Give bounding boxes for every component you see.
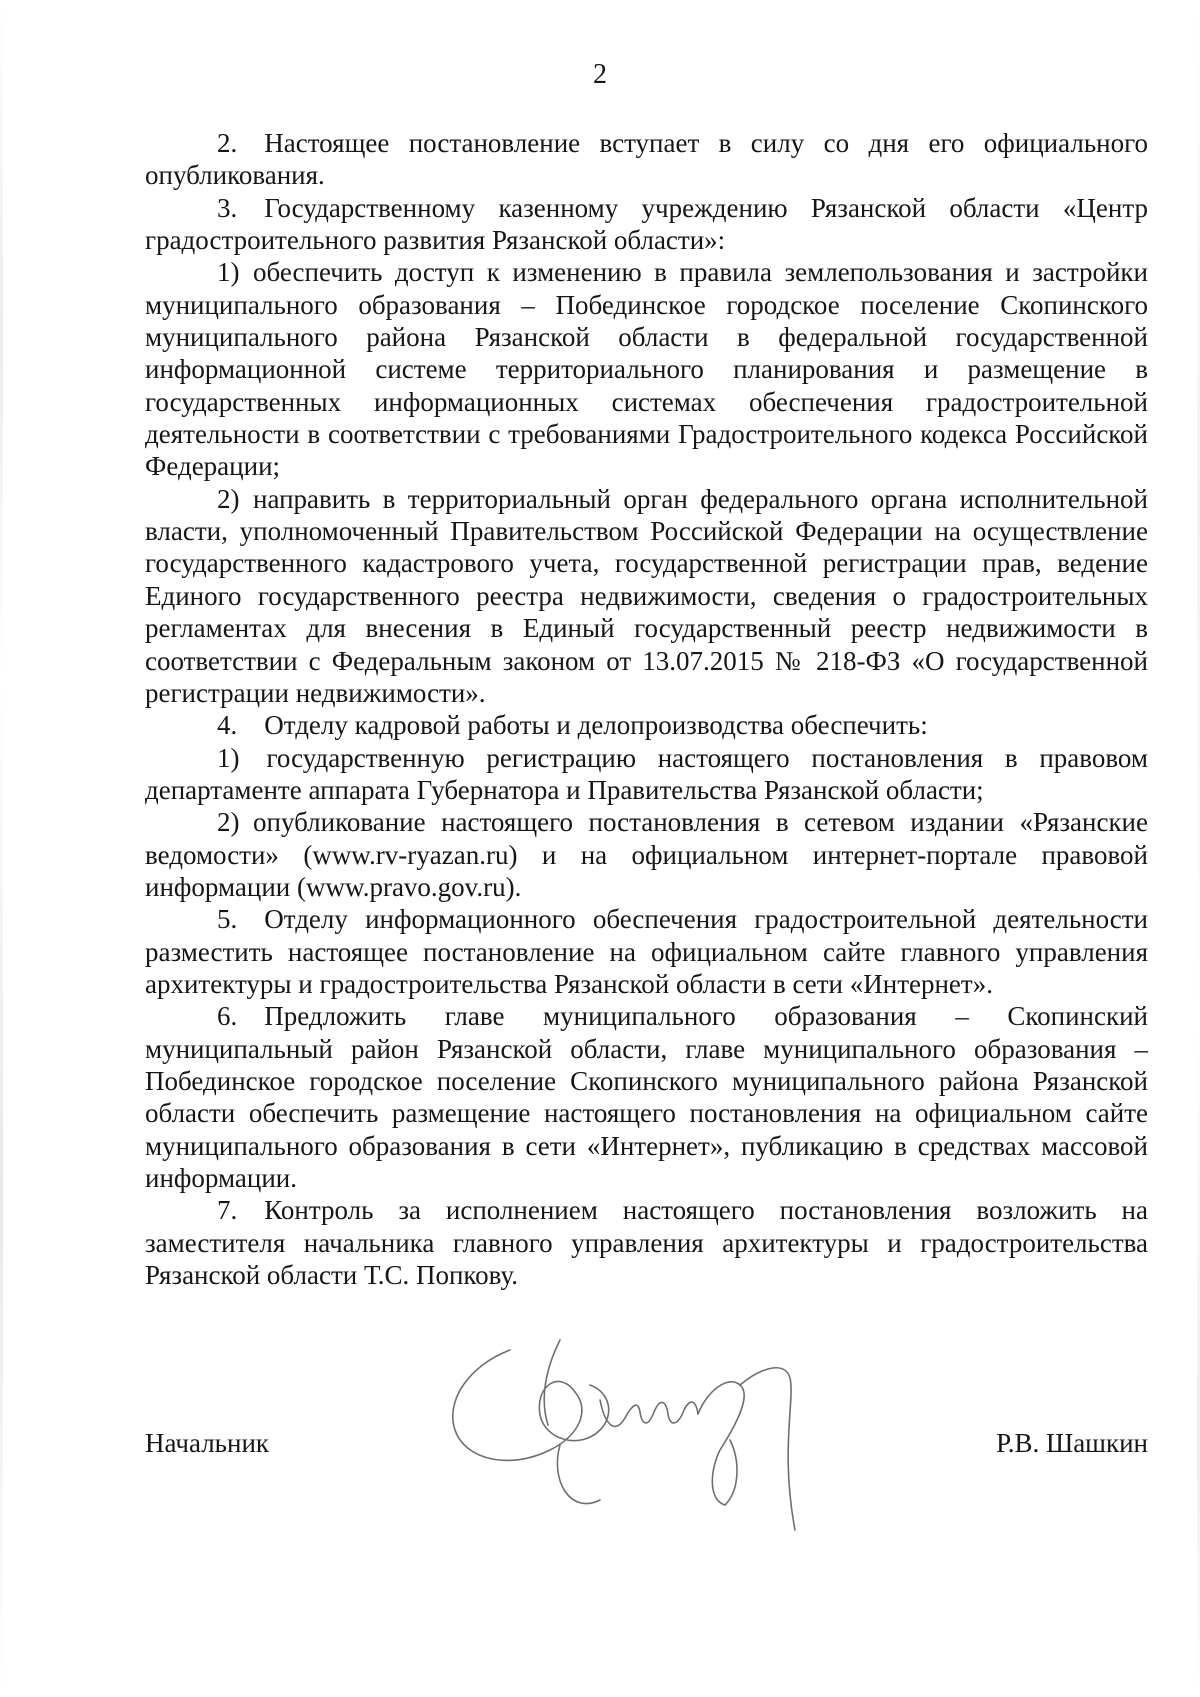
paragraph-item-6: 6. Предложить главе муниципального образования – Скопинский муниципальный район Рязанской области, главе муниципального образования – Побединское городское поселение Скопинского муниципального района Рязанской области обеспечить размещение настоящего постановления на официальном сайте муниципального образования в сети «Интернет», публикацию в средствах массовой информации.	[145, 1001, 1148, 1193]
signatory-title: Начальник	[145, 1428, 270, 1458]
signatory-name: Р.В. Шашкин	[996, 1428, 1148, 1458]
paragraph-item-3: 3. Государственному казенному учреждению Рязанской области «Центр градостроительного развития Рязанской области»:	[145, 192, 1148, 256]
subparagraph-4-2: 2) опубликование настоящего постановления в сетевом издании «Рязанские ведомости» (www.rv-ryazan.ru) и на официальном интернет-портале правовой информации (www.pravo.gov.ru).	[145, 807, 1148, 902]
paragraph-item-5: 5. Отделу информационного обеспечения градостроительной деятельности разместить настоящее постановление на официальном сайте главного управления архитектуры и градостроительства Рязанской области в сети «Интернет».	[145, 904, 1148, 999]
subparagraph-3-2: 2) направить в территориальный орган федерального органа исполнительной власти, уполномоченный Правительством Российской Федерации на осуществление государственного кадастрового учета, государственной регистрации прав, ведение Единого государственного реестра недвижимости, сведения о градостроительных регламентах для внесения в Единый государственный реестр недвижимости в соответствии с Федеральным законом от 13.07.2015 № 218-ФЗ «О государственной регистрации недвижимости».	[145, 483, 1148, 708]
page-number: 2	[593, 59, 607, 90]
paragraph-item-4: 4. Отделу кадровой работы и делопроизводства обеспечить:	[217, 710, 928, 741]
subparagraph-3-1: 1) обеспечить доступ к изменению в правила землепользования и застройки муниципального образования – Побединское городское поселение Скопинского муниципального района Рязанской области в федеральной государственной информационной системе территориального планирования и размещение в государственных информационных системах обеспечения градостроительной деятельности в соответствии с требованиями Градостроительного кодекса Российской Федерации;	[145, 257, 1148, 482]
subparagraph-4-1: 1) государственную регистрацию настоящего постановления в правовом департаменте аппарата Губернатора и Правительства Рязанской области;	[145, 742, 1148, 805]
paragraph-item-2: 2. Настоящее постановление вступает в силу со дня его официального опубликования.	[145, 128, 1148, 191]
paragraph-item-7: 7. Контроль за исполнением настоящего постановления возложить на заместителя начальника главного управления архитектуры и градостроительства Рязанской области Т.С. Попкову.	[145, 1195, 1148, 1291]
document-body	[145, 127, 1148, 1291]
signature-block	[145, 1426, 1148, 1466]
scan-edge-left	[0, 0, 3, 1697]
